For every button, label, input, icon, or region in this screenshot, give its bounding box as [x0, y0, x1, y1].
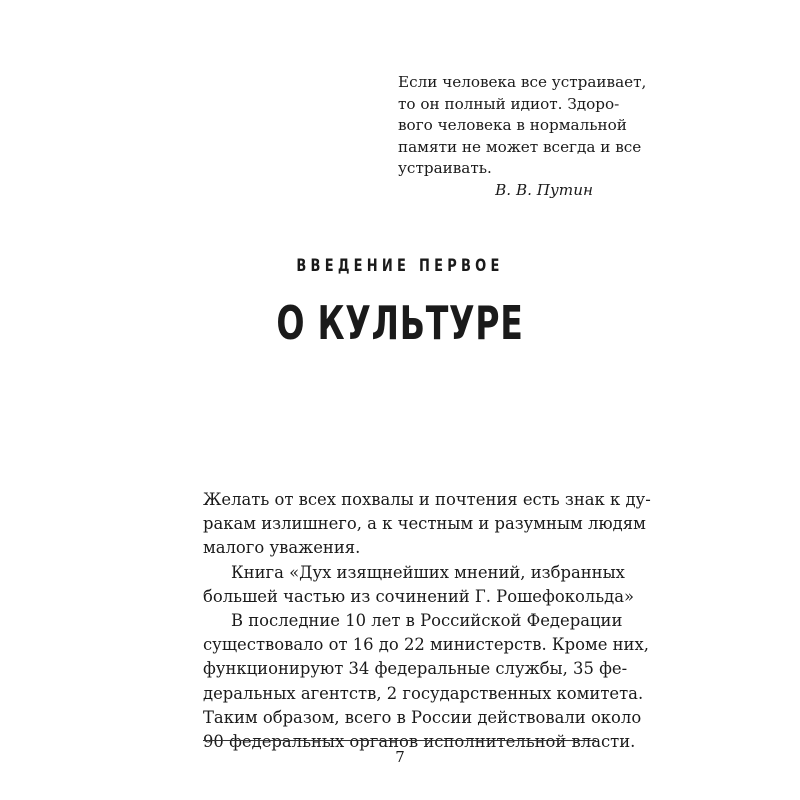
body-line: ракам излишнего, а к честным и разумным людям [203, 514, 646, 534]
epigraph [398, 72, 647, 201]
epigraph-line: памяти не может всегда и все [398, 137, 642, 156]
chapter-subtitle: ВВЕДЕНИЕ ПЕРВОЕ [296, 256, 504, 276]
body-line: Таким образом, всего в России действовали около [203, 707, 642, 727]
body-line: существовало от 16 до 22 министерств. Кроме них, [203, 635, 649, 655]
body-line: большей частью из сочинений Г. Рошефокольда» [203, 586, 635, 606]
footer-rule [203, 740, 596, 741]
epigraph-line: вого человека в нормальной [398, 116, 627, 134]
body-line: Желать от всех похвалы и почтения есть знак к ду- [203, 490, 651, 509]
chapter-title: О КУЛЬТУРЕ [276, 296, 524, 350]
body-text [203, 488, 651, 754]
body-line: функционируют 34 федеральные службы, 35 фе- [203, 659, 628, 679]
body-line: Книга «Дух изящнейших мнений, избранных [231, 562, 625, 582]
page-number: 7 [395, 748, 405, 766]
epigraph-line: то он полный идиот. Здоро- [398, 94, 620, 113]
epigraph-line: Если человека все устраивает, [398, 73, 647, 91]
epigraph-author: В. В. Путин [495, 180, 593, 199]
body-line: деральных агентств, 2 государственных комитета. [203, 683, 644, 703]
body-line: малого уважения. [203, 538, 361, 558]
body-line: 90 федеральных органов исполнительной власти. [203, 732, 636, 752]
body-line: В последние 10 лет в Российской Федерации [231, 611, 623, 631]
epigraph-line: устраивать. [398, 159, 492, 177]
